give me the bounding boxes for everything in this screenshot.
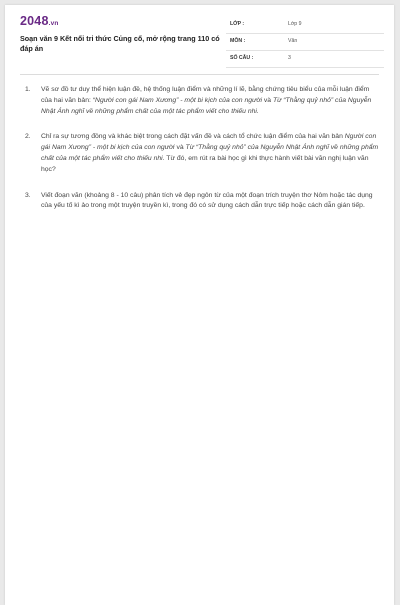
question-text-part: Chỉ ra sự tương đồng và khác biệt trong cách đặt vấn đề và cách tổ chức luận điểm của hai văn bản xyxy=(41,133,345,141)
question-text-part: và xyxy=(261,96,273,104)
meta-row-count xyxy=(226,53,384,68)
meta-value-count: 3 xyxy=(288,55,291,61)
document-page xyxy=(5,5,394,605)
question-text-part: Viết đoạn văn (khoảng 8 - 10 câu) phân tích vẻ đẹp ngôn từ của một đoạn trích truyện thơ Nôm hoặc tác dụng của yếu tố kì ảo trong một truyện truyền kì, trong đó có sử dụng cách dẫn trực tiếp hoặc cách dẫn gián tiếp. xyxy=(41,191,373,210)
meta-key-class: LỚP : xyxy=(230,21,245,27)
question-number: 1. xyxy=(25,86,31,93)
question-text xyxy=(41,191,380,213)
header-divider xyxy=(20,74,379,75)
question-text-italic: Từ “Thằng quỷ nhỏ” của Nguyễn Nhật Ánh nghĩ về những phẩm chất của một tác phẩm viết cho thiếu nhi. xyxy=(41,144,379,162)
question-text xyxy=(41,132,380,175)
meta-key-count: SỐ CÂU : xyxy=(230,55,254,61)
question-text-part: Từ đó, em rút ra bài học gì khi thực hành viết bài văn nghị luận văn học? xyxy=(41,154,369,173)
question-text xyxy=(41,85,380,117)
question-text-italic: Từ “Thằng quỷ nhỏ” của Nguyễn Nhật Ánh nghĩ về những phẩm chất của một tác phẩm viết cho thiếu nhi. xyxy=(41,96,372,115)
logo-name: 2048 xyxy=(20,14,49,28)
site-logo[interactable] xyxy=(20,14,59,28)
question-number: 3. xyxy=(25,191,31,199)
question-item xyxy=(25,191,380,213)
question-list xyxy=(25,85,380,227)
question-text-italic: “Người con gái Nam Xương” - một bi kịch của con người xyxy=(92,96,262,104)
meta-key-subject: MÔN : xyxy=(230,38,246,44)
meta-value-class: Lớp 9 xyxy=(288,21,302,27)
question-text-part: và xyxy=(174,144,186,152)
page-title: Soạn văn 9 Kết nối tri thức Củng cố, mở rộng trang 110 có đáp án xyxy=(20,34,220,53)
question-item xyxy=(25,85,380,117)
meta-row-class xyxy=(226,19,384,34)
document-header xyxy=(5,5,394,69)
meta-row-subject xyxy=(226,36,384,51)
question-item xyxy=(25,132,380,175)
question-text-italic: Người con gái Nam Xương” - một bi kịch của con người xyxy=(41,133,377,152)
question-number: 2. xyxy=(25,133,31,141)
meta-info xyxy=(226,19,384,70)
meta-value-subject: Văn xyxy=(288,38,298,44)
logo-tld: .vn xyxy=(48,20,59,27)
question-text-part: Vẽ sơ đồ tư duy thể hiện luận đề, hệ thống luận điểm và những lí lẽ, bằng chứng tiêu biểu của mỗi luận điểm của hai văn bản: xyxy=(41,86,370,104)
